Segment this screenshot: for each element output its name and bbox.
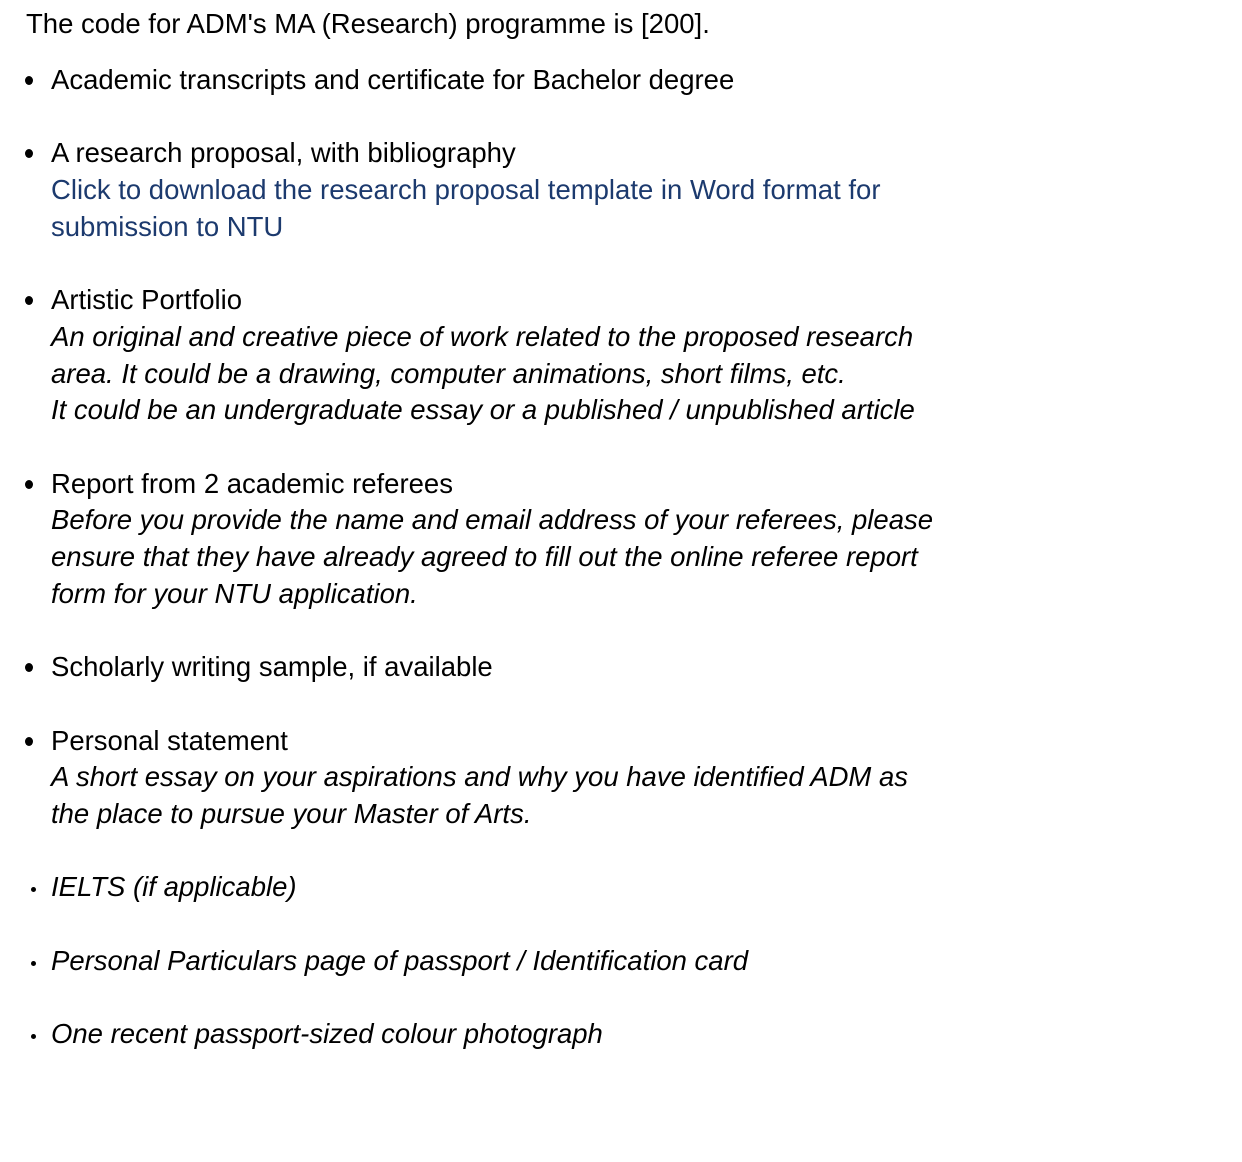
item-title: Scholarly writing sample, if available	[51, 651, 493, 683]
item-description: A short essay on your aspirations and why you have identified ADM as the place to pursue your Master of Arts.	[51, 761, 909, 829]
list-item-writing-sample	[51, 649, 941, 686]
item-title: Artistic Portfolio	[51, 284, 243, 316]
programme-code-intro: The code for ADM's MA (Research) programme is [200].	[26, 8, 710, 39]
item-title: Personal Particulars page of passport / Identification card	[51, 944, 749, 976]
item-title: IELTS (if applicable)	[51, 871, 297, 903]
list-item-personal-statement	[51, 723, 941, 833]
list-item-referees	[51, 466, 941, 613]
list-item-photograph	[51, 1016, 941, 1053]
item-title: Academic transcripts and certificate for Bachelor degree	[51, 64, 735, 95]
list-item-research-proposal	[51, 135, 941, 245]
item-title: Report from 2 academic referees	[51, 467, 453, 499]
list-item-ielts	[51, 869, 941, 906]
item-title: Personal statement	[51, 724, 288, 756]
item-description: Before you provide the name and email address of your referees, please ensure that they have already agreed to fill out the online referee report form for your NTU application.	[51, 504, 934, 609]
list-item-transcripts	[51, 62, 941, 99]
item-title: A research proposal, with bibliography	[51, 137, 516, 169]
list-item-passport	[51, 943, 941, 980]
item-description: An original and creative piece of work related to the proposed research area. It could be a drawing, computer animations, short films, etc.	[51, 320, 914, 389]
item-title: One recent passport-sized colour photograph	[51, 1018, 603, 1050]
list-item-artistic-portfolio	[51, 282, 941, 429]
download-proposal-template-link[interactable]: Click to download the research proposal template in Word format for submission to NTU	[51, 174, 881, 242]
requirements-list	[51, 62, 941, 1090]
item-description: It could be an undergraduate essay or a published / unpublished article	[51, 394, 915, 426]
